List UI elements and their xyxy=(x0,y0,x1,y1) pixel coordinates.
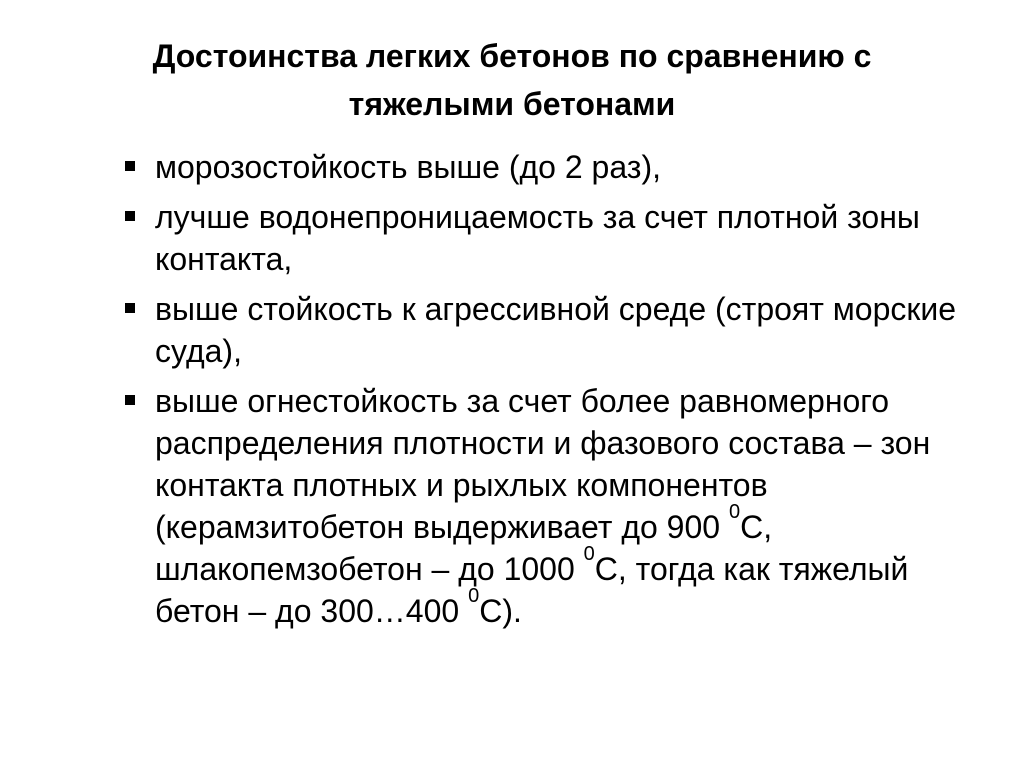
bullet-text-part-4: С). xyxy=(479,593,522,629)
bullet-text-part-2: С, шлакопемзобетон – до 1000 xyxy=(155,509,773,587)
bullet-text-part-3: С, тогда как тяжелый бетон – до 300…400 xyxy=(155,551,909,629)
slide-title xyxy=(0,32,1024,128)
degree-superscript: 0 xyxy=(468,585,480,607)
slide-title-line-2: тяжелыми бетонами xyxy=(348,86,676,122)
degree-superscript: 0 xyxy=(728,501,741,523)
square-bullet-icon xyxy=(125,303,135,313)
bullet-item-water-resistance xyxy=(120,196,980,280)
bullet-text-part-1: выше огнестойкость за счет более равномерного распределения плотности и фазового состава – зон контакта плотных и рыхлых компонентов (керамзитобетон выдерживает до 900 xyxy=(155,383,931,545)
slide-title-line-1: Достоинства легких бетонов по сравнению с xyxy=(152,38,872,74)
bullet-text xyxy=(155,380,980,632)
degree-superscript: 0 xyxy=(583,543,595,565)
square-bullet-icon xyxy=(125,395,135,405)
bullet-item-aggressive-environment xyxy=(120,288,980,372)
bullet-list xyxy=(120,146,980,640)
square-bullet-icon xyxy=(125,161,135,171)
bullet-text: выше стойкость к агрессивной среде (строят морские суда), xyxy=(155,291,957,369)
bullet-item-fire-resistance xyxy=(120,380,980,632)
bullet-text: лучше водонепроницаемость за счет плотной зоны контакта, xyxy=(155,199,920,277)
bullet-text: морозостойкость выше (до 2 раз), xyxy=(155,149,661,185)
bullet-item-frost-resistance xyxy=(120,146,980,188)
square-bullet-icon xyxy=(125,211,135,221)
